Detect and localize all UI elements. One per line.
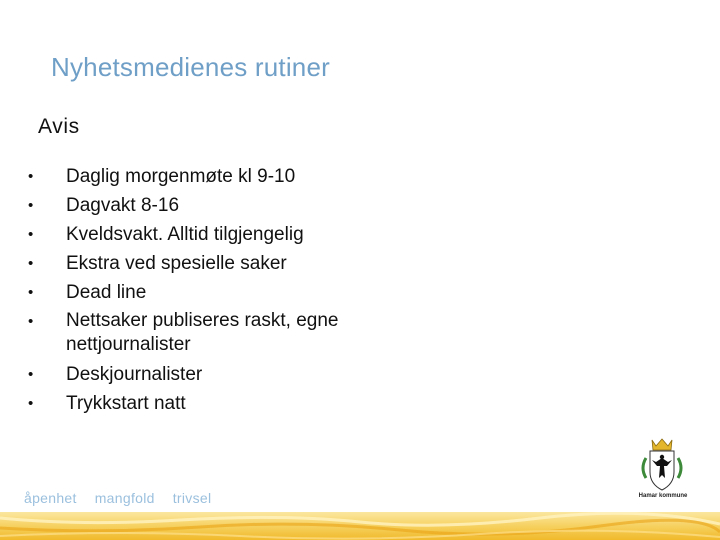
bullet-icon: • xyxy=(28,284,34,301)
bullet-list xyxy=(28,162,388,418)
list-item: • Dagvakt 8-16 xyxy=(28,191,388,220)
bullet-icon: • xyxy=(28,168,34,185)
bullet-icon: • xyxy=(28,313,34,330)
list-item: • Dead line xyxy=(28,278,388,307)
list-item: • Nettsaker publiseres raskt, egne nettjournalister xyxy=(28,307,388,360)
footer-band xyxy=(0,512,720,540)
footer-tagline xyxy=(24,490,211,506)
slide-title: Nyhetsmedienes rutiner xyxy=(51,52,330,82)
tagline-word: trivsel xyxy=(172,490,212,506)
list-item: • Deskjournalister xyxy=(28,360,388,389)
tagline-word: mangfold xyxy=(94,490,155,506)
bullet-icon: • xyxy=(28,255,34,272)
bullet-icon: • xyxy=(28,366,34,383)
hamar-crest-icon xyxy=(626,436,698,496)
logo-text: Hamar kommune xyxy=(638,493,688,499)
bullet-icon: • xyxy=(28,226,34,243)
tagline-word: åpenhet xyxy=(24,490,77,506)
bullet-icon: • xyxy=(28,395,34,412)
bullet-icon: • xyxy=(28,197,34,214)
section-heading: Avis xyxy=(38,115,80,138)
sun-texture xyxy=(0,512,720,540)
list-item: • Ekstra ved spesielle saker xyxy=(28,249,388,278)
list-item: • Daglig morgenmøte kl 9-10 xyxy=(28,162,388,191)
list-item: • Trykkstart natt xyxy=(28,389,388,418)
list-item: • Kveldsvakt. Alltid tilgjengelig xyxy=(28,220,388,249)
